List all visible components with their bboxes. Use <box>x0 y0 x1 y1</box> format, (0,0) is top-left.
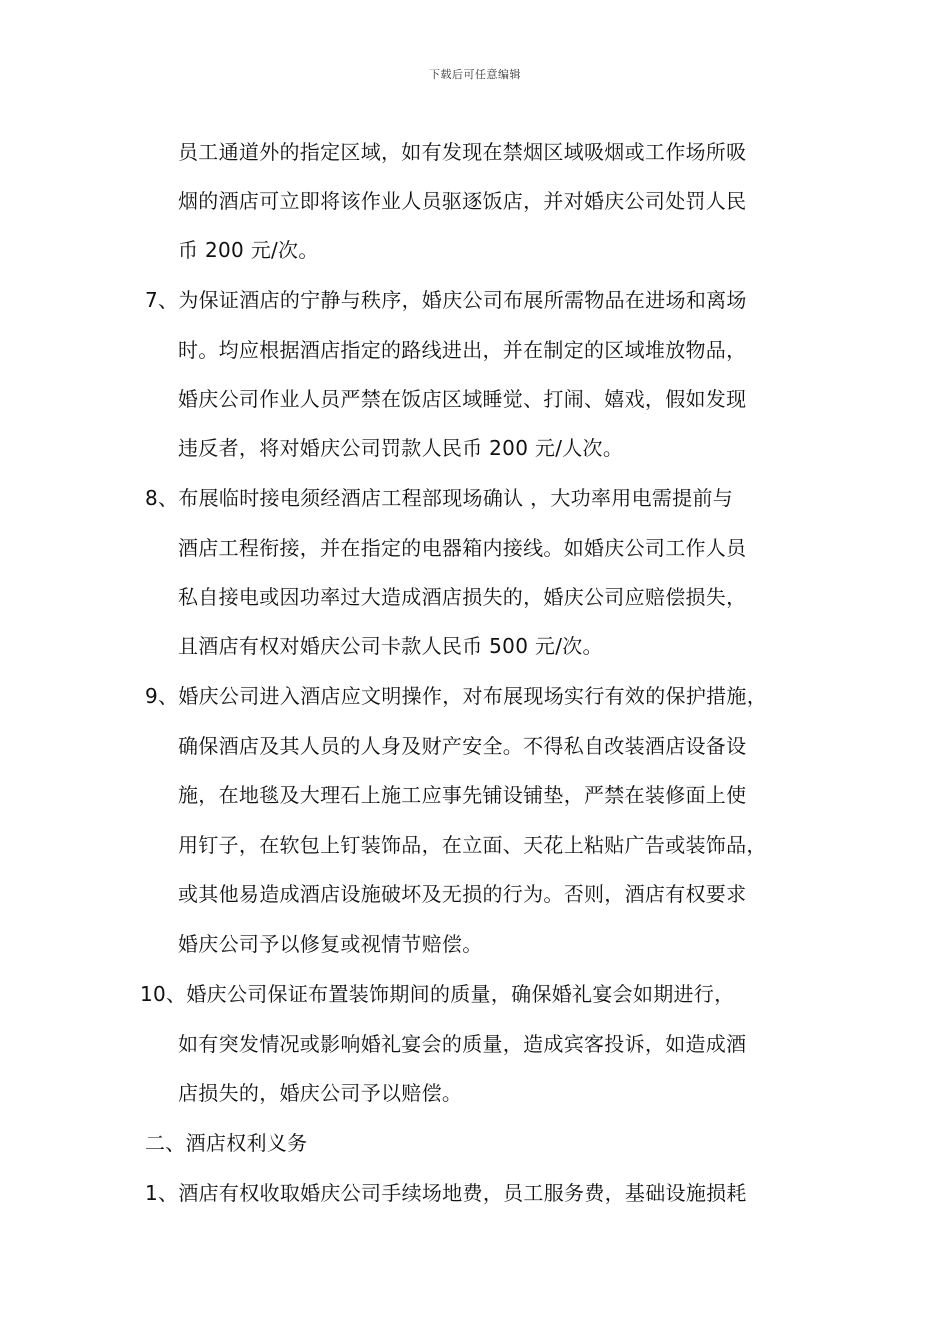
list-item-9: 9、婚庆公司进入酒店应文明操作，对布展现场实行有效的保护措施， <box>145 684 768 708</box>
text-line: 违反者，将对婚庆公司罚款人民币 200 元/人次。 <box>178 436 624 460</box>
list-item-8: 8、布展临时接电须经酒店工程部现场确认 ，大功率用电需提前与 <box>145 486 734 510</box>
text-line: 币 200 元/次。 <box>178 238 319 262</box>
page-header: 下载后可任意编辑 <box>429 68 521 81</box>
text-line: 确保酒店及其人员的人身及财产安全。不得私自改装酒店设备设 <box>178 734 747 758</box>
text-line: 婚庆公司作业人员严禁在饭店区域睡觉、打闹、嬉戏，假如发现 <box>178 387 747 411</box>
list-item-10: 10、婚庆公司保证布置装饰期间的质量，确保婚礼宴会如期进行， <box>140 982 735 1006</box>
text-line: 时。均应根据酒店指定的路线进出，并在制定的区域堆放物品， <box>178 338 747 362</box>
text-line: 员工通道外的指定区域，如有发现在禁烟区域吸烟或工作场所吸 <box>178 140 747 164</box>
text-line: 婚庆公司予以修复或视情节赔偿。 <box>178 932 483 956</box>
text-line: 烟的酒店可立即将该作业人员驱逐饭店，并对婚庆公司处罚人民 <box>178 189 747 213</box>
text-line: 或其他易造成酒店设施破坏及无损的行为。否则，酒店有权要求 <box>178 882 747 906</box>
text-line: 酒店工程衔接，并在指定的电器箱内接线。如婚庆公司工作人员 <box>178 536 747 560</box>
text-line: 如有突发情况或影响婚礼宴会的质量，造成宾客投诉，如造成酒 <box>178 1032 747 1056</box>
list-item-1: 1、酒店有权收取婚庆公司手续场地费，员工服务费，基础设施损耗 <box>145 1181 747 1205</box>
text-line: 用钉子，在软包上钉装饰品，在立面、天花上粘贴广告或装饰品， <box>178 833 767 857</box>
list-item-7: 7、为保证酒店的宁静与秩序，婚庆公司布展所需物品在进场和离场 <box>145 288 747 312</box>
text-line: 施，在地毯及大理石上施工应事先铺设铺垫，严禁在装修面上使 <box>178 783 747 807</box>
text-line: 私自接电或因功率过大造成酒店损失的，婚庆公司应赔偿损失， <box>178 585 747 609</box>
text-line: 店损失的，婚庆公司予以赔偿。 <box>178 1081 463 1105</box>
text-line: 且酒店有权对婚庆公司卡款人民币 500 元/次。 <box>178 634 603 658</box>
section-heading: 二、酒店权利义务 <box>145 1131 308 1155</box>
